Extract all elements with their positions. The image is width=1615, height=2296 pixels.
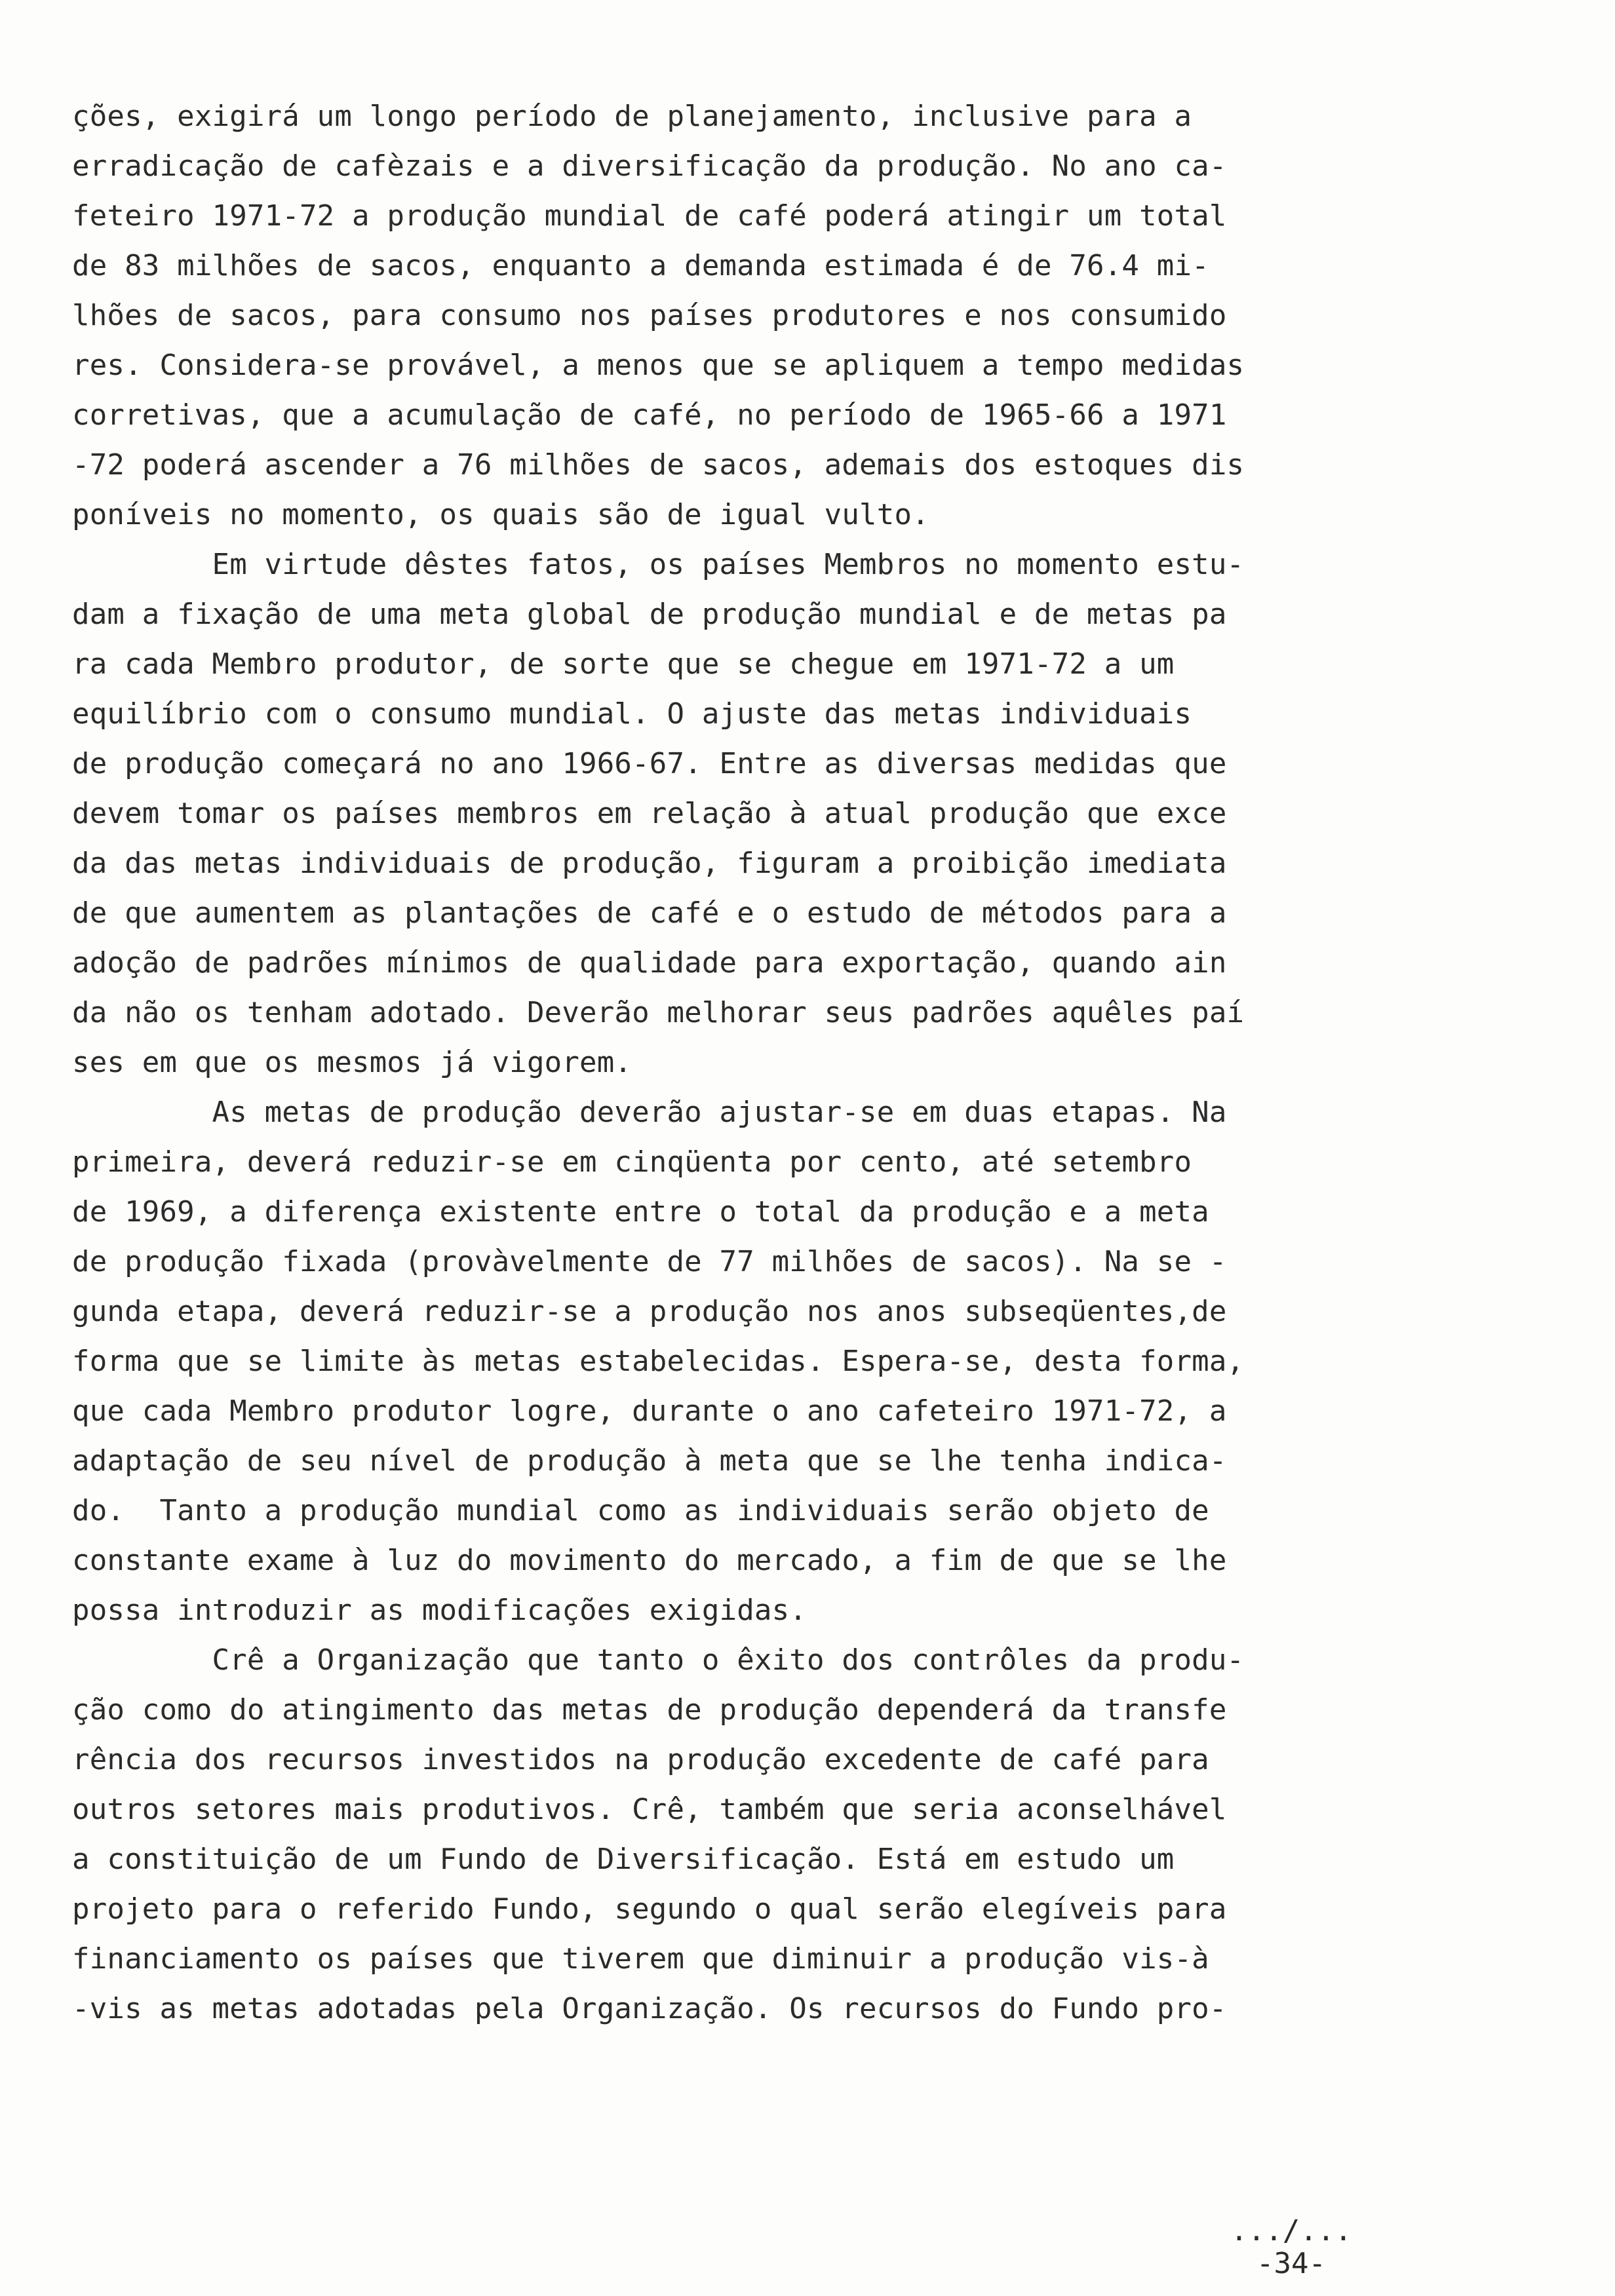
text-line: As metas de produção deverão ajustar-se em duas etapas. Na xyxy=(72,1096,1227,1129)
text-line: de produção fixada (provàvelmente de 77 milhões de sacos). Na se - xyxy=(72,1245,1227,1278)
text-line: poníveis no momento, os quais são de igual vulto. xyxy=(72,498,929,531)
text-line: -vis as metas adotadas pela Organização. Os recursos do Fundo pro- xyxy=(72,1992,1227,2025)
text-line: Crê a Organização que tanto o êxito dos contrôles da produ- xyxy=(72,1643,1245,1677)
text-line: de que aumentem as plantações de café e o estudo de métodos para a xyxy=(72,896,1227,930)
text-line: adoção de padrões mínimos de qualidade para exportação, quando ain xyxy=(72,946,1227,980)
text-line: do. Tanto a produção mundial como as individuais serão objeto de xyxy=(72,1494,1209,1527)
text-line: da das metas individuais de produção, figuram a proibição imediata xyxy=(72,847,1227,880)
text-line: ses em que os mesmos já vigorem. xyxy=(72,1046,632,1079)
text-line: primeira, deverá reduzir-se em cinqüenta por cento, até setembro xyxy=(72,1145,1192,1179)
text-line: ção como do atingimento das metas de produção dependerá da transfe xyxy=(72,1693,1227,1727)
text-line: dam a fixação de uma meta global de produção mundial e de metas pa xyxy=(72,598,1227,631)
text-line: de produção começará no ano 1966-67. Entre as diversas medidas que xyxy=(72,747,1227,780)
continuation-mark: .../... xyxy=(1230,2214,1352,2248)
text-line: corretivas, que a acumulação de café, no período de 1965-66 a 1971 xyxy=(72,398,1227,432)
text-line: da não os tenham adotado. Deverão melhorar seus padrões aquêles paí xyxy=(72,996,1245,1029)
text-line: feteiro 1971-72 a produção mundial de café poderá atingir um total xyxy=(72,199,1227,233)
text-line: equilíbrio com o consumo mundial. O ajuste das metas individuais xyxy=(72,697,1192,731)
text-line: ra cada Membro produtor, de sorte que se chegue em 1971-72 a um xyxy=(72,647,1175,681)
text-line: devem tomar os países membros em relação à atual produção que exce xyxy=(72,797,1227,830)
text-line: lhões de sacos, para consumo nos países produtores e nos consumido xyxy=(72,299,1227,332)
text-line: de 83 milhões de sacos, enquanto a demanda estimada é de 76.4 mi- xyxy=(72,249,1209,282)
text-line: a constituição de um Fundo de Diversificação. Está em estudo um xyxy=(72,1843,1175,1876)
text-line: financiamento os países que tiverem que diminuir a produção vis-à xyxy=(72,1942,1209,1976)
text-line: de 1969, a diferença existente entre o total da produção e a meta xyxy=(72,1195,1209,1229)
page-number: -34- xyxy=(1256,2247,1326,2280)
body-text xyxy=(72,92,1396,2034)
text-line: que cada Membro produtor logre, durante o ano cafeteiro 1971-72, a xyxy=(72,1394,1227,1428)
text-line: adaptação de seu nível de produção à meta que se lhe tenha indica- xyxy=(72,1444,1227,1478)
text-line: gunda etapa, deverá reduzir-se a produção nos anos subseqüentes,de xyxy=(72,1295,1227,1328)
text-line: constante exame à luz do movimento do mercado, a fim de que se lhe xyxy=(72,1544,1227,1577)
page-footer xyxy=(1219,2215,1363,2280)
text-line: res. Considera-se provável, a menos que se apliquem a tempo medidas xyxy=(72,349,1245,382)
text-line: -72 poderá ascender a 76 milhões de sacos, ademais dos estoques dis xyxy=(72,448,1245,482)
text-line: possa introduzir as modificações exigidas. xyxy=(72,1594,807,1627)
text-line: forma que se limite às metas estabelecidas. Espera-se, desta forma, xyxy=(72,1345,1245,1378)
text-line: projeto para o referido Fundo, segundo o qual serão elegíveis para xyxy=(72,1892,1227,1926)
text-line: Em virtude dêstes fatos, os países Membros no momento estu- xyxy=(72,548,1245,581)
text-line: ções, exigirá um longo período de planejamento, inclusive para a xyxy=(72,100,1192,133)
text-line: rência dos recursos investidos na produção excedente de café para xyxy=(72,1743,1209,1776)
text-line: erradicação de cafèzais e a diversificação da produção. No ano ca- xyxy=(72,149,1227,183)
text-line: outros setores mais produtivos. Crê, também que seria aconselhável xyxy=(72,1793,1227,1826)
